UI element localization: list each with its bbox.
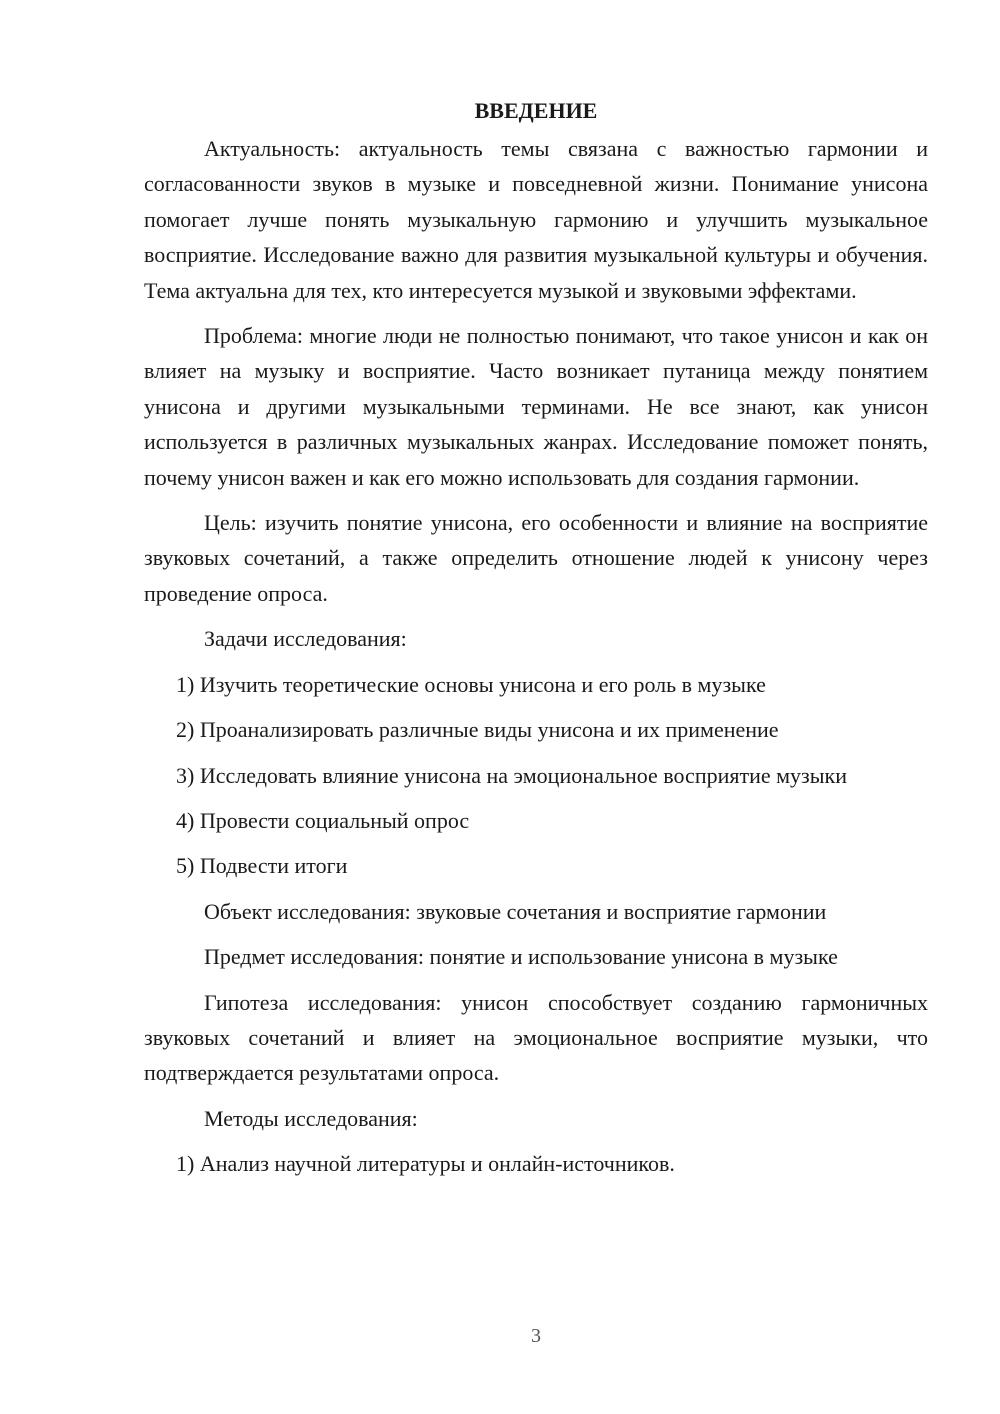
tasks-heading: Задачи исследования: xyxy=(204,626,407,652)
task-item-2: 2) Проанализировать различные виды унисона и их применение xyxy=(176,717,779,743)
task-item-3: 3) Исследовать влияние унисона на эмоциональное восприятие музыки xyxy=(176,762,847,788)
task-item-5: 5) Подвести итоги xyxy=(176,853,348,879)
task-item-1: 1) Изучить теоретические основы унисона и его роль в музыке xyxy=(176,671,766,697)
problem-paragraph: Проблема: многие люди не полностью понимают, что такое унисон и как он влияет на музыку и восприятие. Часто возникает путаница между понятием унисона и другими музыкальными терминами. Не все знают, как унисон используется в различных музыкальных жанрах. Исследование поможет понять, почему унисон важен и как его можно использовать для создания гармонии. xyxy=(144,323,928,490)
section-title: ВВЕДЕНИЕ xyxy=(474,98,598,123)
relevance-paragraph: Актуальность: актуальность темы связана с важностью гармонии и согласованности звуков в музыке и повседневной жизни. Понимание унисона помогает лучше понять музыкальную гармонию и улучшить музыкальное восприятие. Исследование важно для развития музыкальной культуры и обучения. Тема актуальна для тех, кто интересуется музыкой и звуковыми эффектами. xyxy=(144,136,928,303)
task-item-4: 4) Провести социальный опрос xyxy=(176,807,470,833)
page-number: 3 xyxy=(531,1325,541,1347)
hypothesis-paragraph: Гипотеза исследования: унисон способствует созданию гармоничных звуковых сочетаний и влияет на эмоциональное восприятие музыки, что подтверждается результатами опроса. xyxy=(144,989,928,1086)
document-page xyxy=(144,93,928,1192)
goal-paragraph: Цель: изучить понятие унисона, его особенности и влияние на восприятие звуковых сочетаний, а также определить отношение людей к унисону через проведение опроса. xyxy=(144,510,928,606)
subject-paragraph: Предмет исследования: понятие и использование унисона в музыке xyxy=(204,944,838,970)
object-paragraph: Объект исследования: звуковые сочетания и восприятие гармонии xyxy=(204,898,827,924)
method-item-1: 1) Анализ научной литературы и онлайн-источников. xyxy=(176,1151,675,1177)
methods-heading: Методы исследования: xyxy=(204,1105,418,1131)
